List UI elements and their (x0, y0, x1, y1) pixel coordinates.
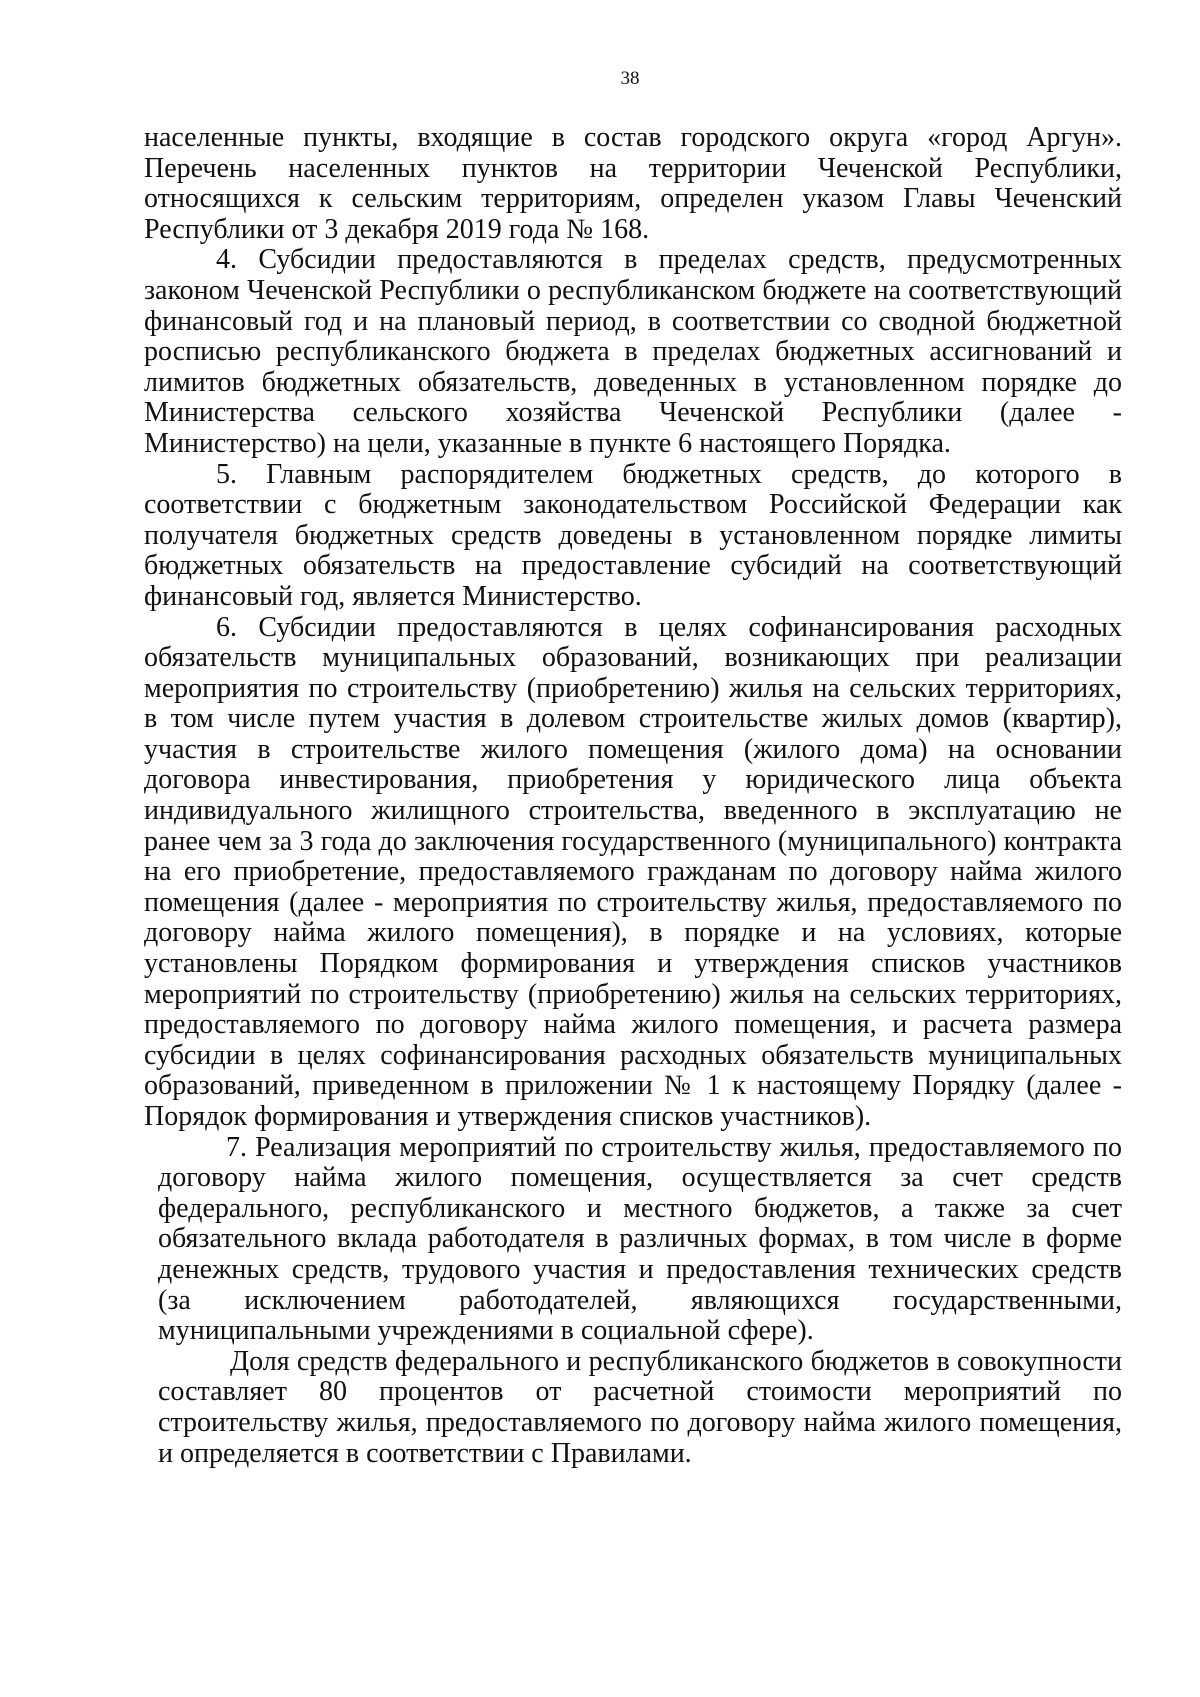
paragraph-item-6: 6. Субсидии предоставляются в целях софинансирования расходных обязательств муниципальных образований, возникающих при реализации мероприятия по строительству (приобретению) жилья на сельских территориях, в том числе путем участия в долевом строительстве жилых домов (квартир), участия в строительстве жилого помещения (жилого дома) на основании договора инвестирования, приобретения у юридического лица объекта индивидуального жилищного строительства, введенного в эксплуатацию не ранее чем за 3 года до заключения государственного (муниципального) контракта на его приобретение, предоставляемого гражданам по договору найма жилого помещения (далее - мероприятия по строительству жилья, предоставляемого по договору найма жилого помещения), в порядке и на условиях, которые установлены Порядком формирования и утверждения списков участников мероприятий по строительству (приобретению) жилья на сельских территориях, предоставляемого по договору найма жилого помещения, и расчета размера субсидии в целях софинансирования расходных обязательств муниципальных образований, приведенном в приложении № 1 к настоящему Порядку (далее - Порядок формирования и утверждения списков участников). (144, 611, 1122, 1132)
paragraph-continuation: населенные пункты, входящие в состав городского округа «город Аргун». Перечень населенных пунктов на территории Чеченской Республики, относящихся к сельским территориям, определен указом Главы Чеченский Республики от 3 декабря 2019 года № 168. (144, 122, 1122, 245)
page-number: 38 (620, 68, 640, 89)
paragraph-budget-share: Доля средств федерального и республиканского бюджетов в совокупности составляет 80 процентов от расчетной стоимости мероприятий по строительству жилья, предоставляемого по договору найма жилого помещения, и определяется в соответствии с Правилами. (158, 1345, 1122, 1469)
paragraph-item-5: 5. Главным распорядителем бюджетных средств, до которого в соответствии с бюджетным законодательством Российской Федерации как получателя бюджетных средств доведены в установленном порядке лимиты бюджетных обязательств на предоставление субсидий на соответствующий финансовый год, является Министерство. (144, 458, 1122, 612)
paragraph-item-4: 4. Субсидии предоставляются в пределах средств, предусмотренных законом Чеченской Республики о республиканском бюджете на соответствующий финансовый год и на плановый период, в соответствии со сводной бюджетной росписью республиканского бюджета в пределах бюджетных ассигнований и лимитов бюджетных обязательств, доведенных в установленном порядке до Министерства сельского хозяйства Чеченской Республики (далее - Министерство) на цели, указанные в пункте 6 настоящего Порядка. (144, 244, 1122, 459)
paragraph-item-7: 7. Реализация мероприятий по строительству жилья, предоставляемого по договору найма жилого помещения, осуществляется за счет средств федерального, республиканского и местного бюджетов, а также за счет обязательного вклада работодателя в различных формах, в том числе в форме денежных средств, трудового участия и предоставления технических средств (за исключением работодателей, являющихся государственными, муниципальными учреждениями в социальной сфере). (158, 1131, 1122, 1347)
document-body (144, 123, 1122, 1469)
